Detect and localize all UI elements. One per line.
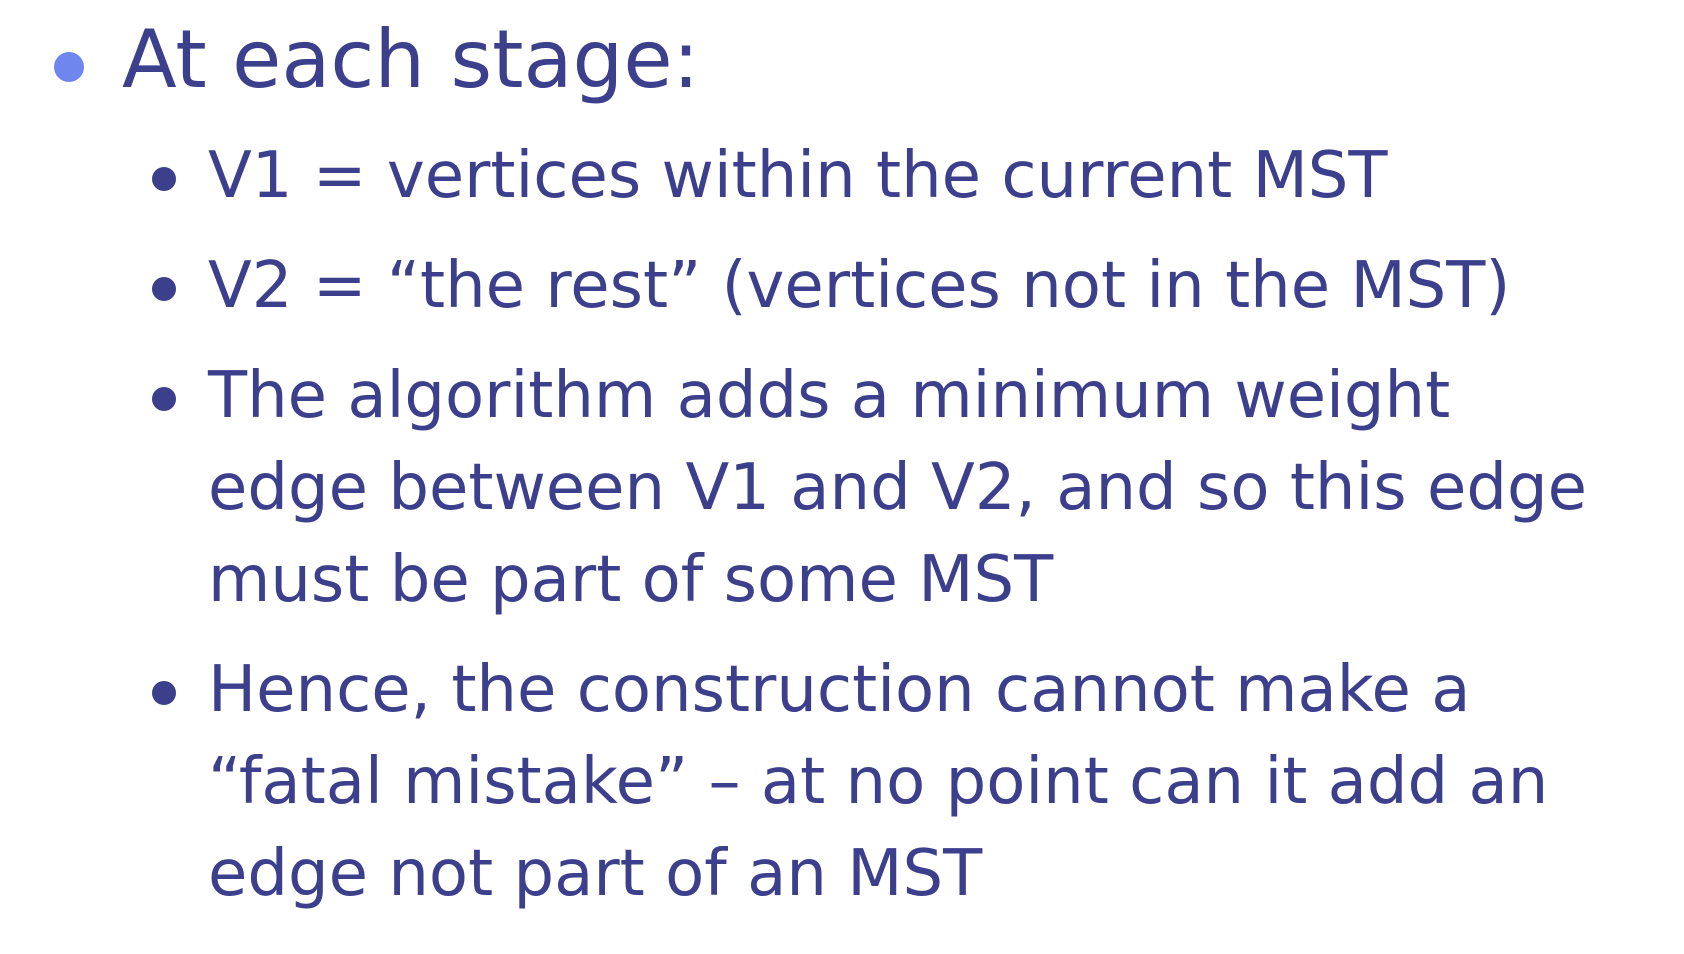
sub-bullet-algorithm — [0, 350, 1684, 626]
sub-bullet-v2 — [0, 240, 1684, 332]
main-bullet-text: At each stage: — [122, 13, 700, 106]
sub-bullet-list — [0, 130, 1684, 938]
sub-bullet-text: V2 = “the rest” (vertices not in the MST) — [208, 249, 1511, 323]
sub-bullet-text: The algorithm adds a minimum weight edge between V1 and V2, and so this edge must be part of some MST — [208, 359, 1587, 617]
sub-bullet-text: V1 = vertices within the current MST — [208, 139, 1388, 213]
sub-bullet-v1 — [0, 130, 1684, 222]
bullet-dot-icon — [54, 52, 84, 82]
sub-bullet-dot-icon — [152, 277, 176, 301]
sub-bullet-text: Hence, the construction cannot make a “fatal mistake” – at no point can it add an edge not part of an MST — [208, 653, 1549, 911]
sub-bullet-dot-icon — [152, 681, 176, 705]
sub-bullet-dot-icon — [152, 167, 176, 191]
main-bullet — [0, 10, 1684, 110]
sub-bullet-hence — [0, 644, 1684, 920]
sub-bullet-dot-icon — [152, 387, 176, 411]
